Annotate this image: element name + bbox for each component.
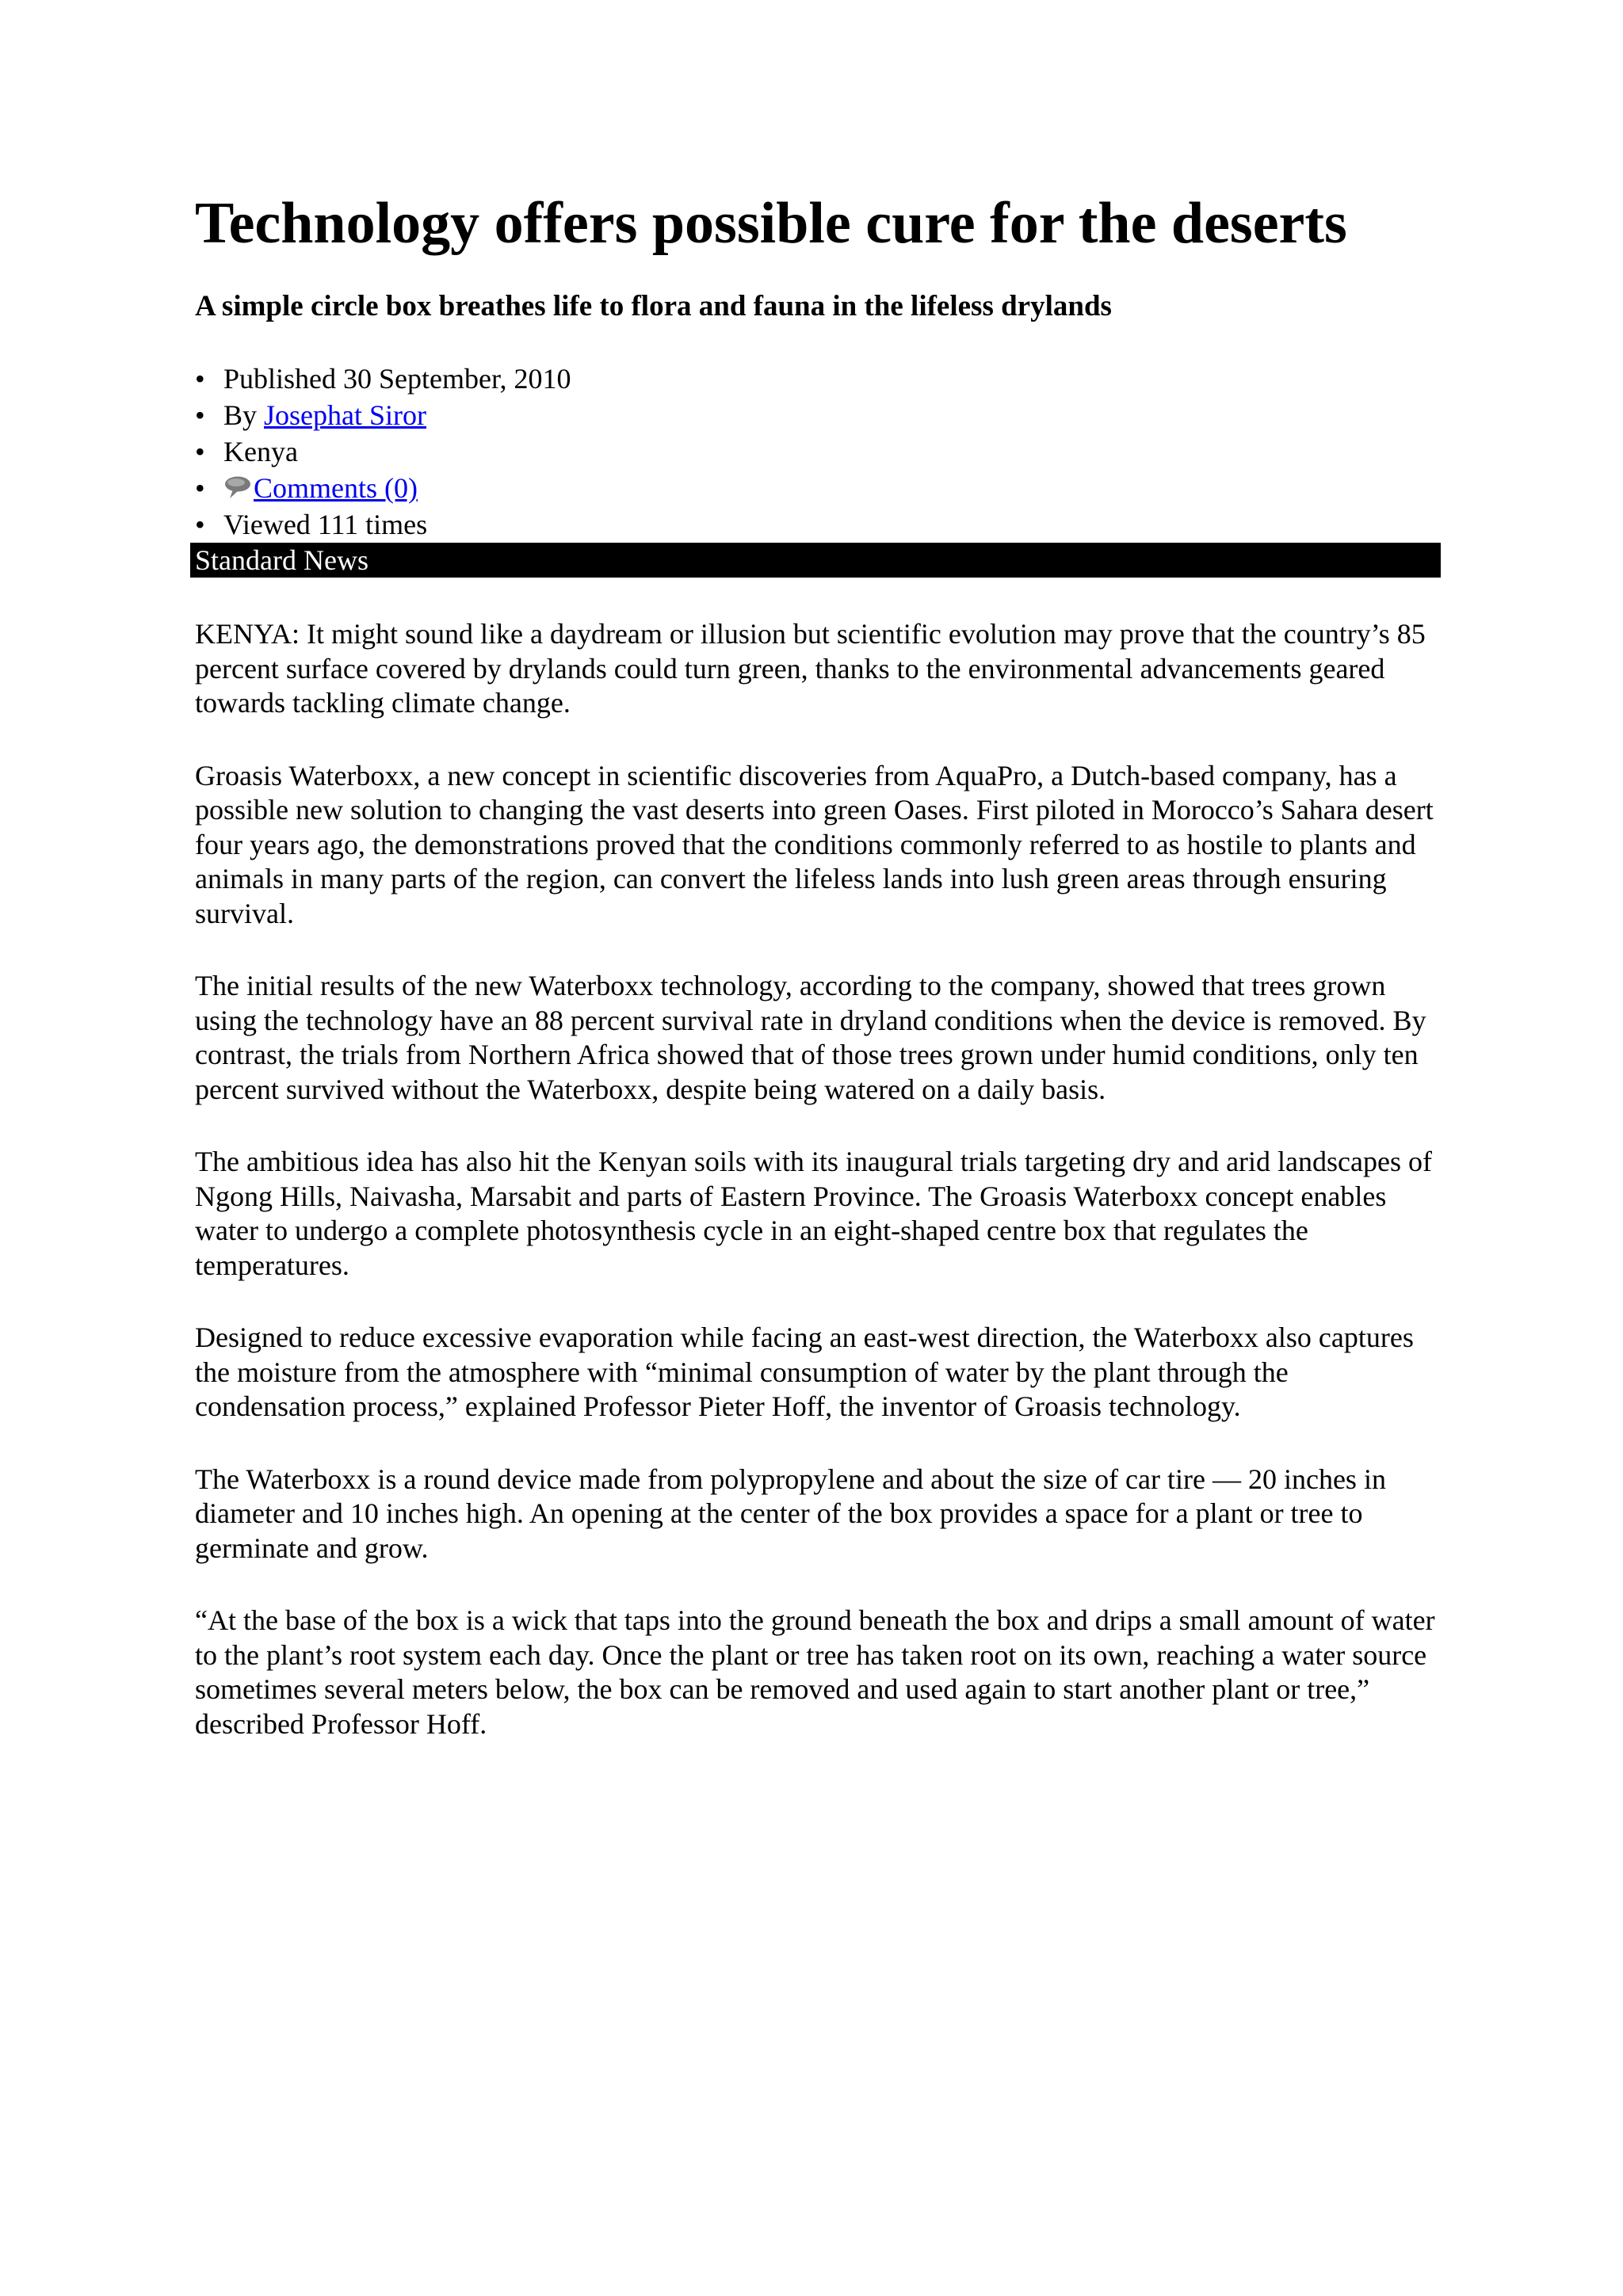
article-subtitle: A simple circle box breathes life to flora and fauna in the lifeless drylands — [195, 290, 1112, 323]
bullet-icon: • — [195, 472, 205, 505]
author-link[interactable]: Josephat Siror — [264, 399, 426, 432]
view-count: Viewed 111 times — [223, 509, 428, 541]
bullet-icon: • — [195, 399, 205, 432]
article-title: Technology offers possible cure for the deserts — [195, 191, 1347, 256]
meta-views — [195, 506, 1441, 543]
paragraph: Groasis Waterboxx, a new concept in scientific discoveries from AquaPro, a Dutch-based company, has a possible new solution to changing the vast deserts into green Oases. First piloted in Morocco’s Sahara desert four years ago, the demonstrations proved that the conditions commonly referred to as hostile to plants and animals in many parts of the region, can convert the lifeless lands into lush green areas through ensuring survival. — [195, 759, 1434, 929]
comments-link[interactable]: Comments (0) — [254, 472, 418, 505]
paragraph: Designed to reduce excessive evaporation while facing an east-west direction, the Waterboxx also captures the moisture from the atmosphere with “minimal consumption of water by the plant through the condensation process,” explained Professor Pieter Hoff, the inventor of Groasis technology. — [195, 1322, 1414, 1423]
meta-author — [195, 397, 1441, 433]
location-text: Kenya — [223, 436, 298, 468]
paragraph: The Waterboxx is a round device made from polypropylene and about the size of car tire — 20 inches in diameter and 10 inches high. An opening at the center of the box provides a space for a plant or tree to germinate and grow. — [195, 1463, 1386, 1564]
bullet-icon: • — [195, 363, 205, 395]
paragraph: KENYA: It might sound like a daydream or illusion but scientific evolution may prove that the country’s 85 percent surface covered by drylands could turn green, thanks to the environmental advancements geared towards tackling climate change. — [195, 618, 1426, 719]
author-prefix: By — [223, 399, 265, 432]
article-meta-list — [195, 360, 1441, 543]
article-page — [195, 190, 1441, 1779]
paragraph: The initial results of the new Waterboxx technology, according to the company, showed that trees grown using the technology have an 88 percent survival rate in dryland conditions when the device is removed. By contrast, the trials from Northern Africa showed that of those trees grown under humid conditions, only ten percent survived without the Waterboxx, despite being watered on a daily basis. — [195, 970, 1426, 1105]
paragraph: “At the base of the box is a wick that taps into the ground beneath the box and drips a small amount of water to the plant’s root system each day. Once the plant or tree has taken root on its own, reaching a water source sometimes several meters below, the box can be removed and used again to start another plant or tree,” described Professor Hoff. — [195, 1604, 1435, 1740]
speech-bubble-icon — [223, 471, 252, 495]
source-bar: Standard News — [190, 543, 1441, 578]
bullet-icon: • — [195, 509, 205, 541]
published-date: Published 30 September, 2010 — [223, 363, 571, 395]
meta-comments — [195, 470, 1441, 506]
article-body — [195, 617, 1441, 1741]
meta-location — [195, 433, 1441, 470]
meta-published — [195, 360, 1441, 397]
paragraph: The ambitious idea has also hit the Kenyan soils with its inaugural trials targeting dry and arid landscapes of Ngong Hills, Naivasha, Marsabit and parts of Eastern Province. The Groasis Waterboxx concept enables water to undergo a complete photosynthesis cycle in an eight-shaped centre box that regulates the temperatures. — [195, 1146, 1432, 1281]
bullet-icon: • — [195, 436, 205, 468]
